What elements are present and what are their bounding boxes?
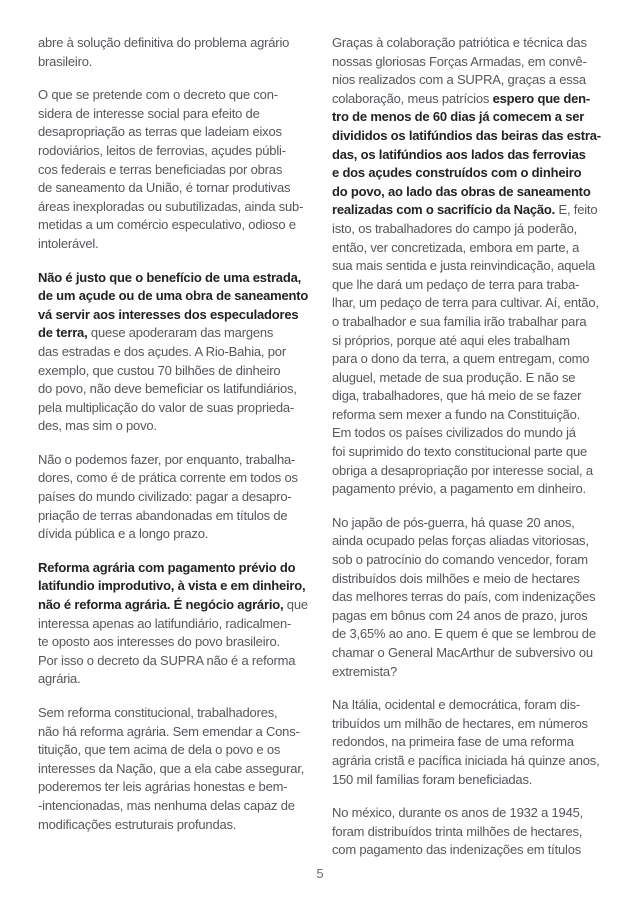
text-line [332,752,612,771]
text-line [332,350,612,369]
bold-text-run: e dos açudes construídos com o dinheiro [332,165,582,181]
text-line [38,723,310,742]
text-line [38,670,310,689]
text-line [38,53,310,72]
text-line [332,823,612,842]
text-run: des, mas sim o povo. [38,418,157,434]
text-run: ainda ocupado pelas forças aliadas vitoriosas, [332,533,589,549]
text-run: não há reforma agrária. Sem emendar a Cons- [38,723,300,739]
text-run: sob o patrocínio do comando vencedor, foram [332,552,588,568]
text-run: 150 mil famílias foram beneficiadas. [332,771,533,787]
text-line [38,778,310,797]
text-line [332,551,612,570]
text-line [332,127,612,146]
text-run: Por isso o decreto da SUPRA não é a reforma [38,652,296,668]
text-run: chamar o General MacArthur de subversivo ou [332,645,593,660]
text-line [38,488,310,507]
text-run: áreas inexploradas ou subutilizadas, ainda sub- [38,198,304,214]
text-run: com pagamento das indenizações em títulos [332,842,582,858]
text-line [38,741,310,760]
text-run: priação de terras abandonadas em títulos de [38,507,288,523]
text-line [38,86,310,105]
column-left [38,34,310,860]
text-line [38,633,310,652]
text-run: lhar, um pedaço de terra para cultivar. Aí, então, [332,295,599,311]
paragraph [332,804,612,860]
text-run: No japão de pós-guerra, há quase 20 anos, [332,514,575,530]
text-line [38,161,310,180]
text-run: cos federais e terras beneficiadas por obras [38,161,283,177]
text-line [332,607,612,626]
text-run: interessa apenas ao latifundiário, radicalmen- [38,615,292,631]
text-line [332,406,612,425]
text-run: nossas gloriosas Forças Armadas, em convê- [332,53,587,69]
text-run: rodoviários, leitos de ferrovias, açudes públi- [38,142,286,158]
text-run: Não o podemos fazer, por enquanto, trabalha- [38,451,296,467]
text-run: pela multiplicação do valor de suas proprieda- [38,399,295,415]
text-line [332,733,612,752]
paragraph [38,86,310,253]
text-line [38,816,310,835]
text-run: extremista? [332,663,397,679]
text-run: isto, os trabalhadores do campo já poderão, [332,220,578,236]
text-line [38,235,310,254]
text-run: das melhores terras do país, com indenizações [332,589,596,605]
text-run: foi suprimido do texto constitucional parte que [332,444,588,460]
page-number: 5 [316,866,324,881]
text-line [332,771,612,790]
paragraph [38,451,310,544]
bold-text-run: não é reforma agrária. É negócio agrário, [38,597,284,613]
text-run: exemplo, que custou 70 bilhões de dinheiro [38,362,281,378]
text-run: agrária. [38,671,81,687]
text-run: poderemos ter leis agrárias honestas e bem- [38,779,288,795]
text-run: No méxico, durante os anos de 1932 a 1945, [332,805,584,821]
bold-text-run: espero que den- [492,90,591,106]
text-run: aluguel, metade de sua produção. E não se [332,369,576,385]
text-line [38,596,310,615]
paragraph [332,34,612,499]
text-line [38,417,310,436]
text-line [332,369,612,388]
text-run: desapropriação as terras que ladeiam eixos [38,124,282,140]
bold-text-run: realizadas com o sacrifício da Nação. [332,202,556,218]
text-run: metidas a um comércio especulativo, odioso e [38,217,296,233]
text-line [38,34,310,53]
text-line [38,577,310,596]
text-line [332,443,612,462]
text-line [332,696,612,715]
text-run: interesses da Nação, que a ela cabe assegurar, [38,760,305,776]
text-line [38,105,310,124]
text-columns [38,34,612,860]
text-line [332,313,612,332]
text-run: sidera de interesse social para efeito de [38,105,260,121]
text-run: agrária cristã e pacífica iniciada há quinze anos, [332,752,600,768]
text-line [332,276,612,295]
text-run: nios realizados com a SUPRA, graças a essa [332,72,586,88]
text-run: tribuídos um milhão de hectares, em números [332,715,588,731]
bold-text-run: de terra, [38,325,88,341]
text-line [38,652,310,671]
text-run: -intencionadas, mas nenhuma delas capaz de [38,797,295,813]
text-line [38,525,310,544]
text-line [38,507,310,526]
text-line [332,71,612,90]
bold-text-run: tro de menos de 60 dias já comecem a ser [332,109,585,125]
text-line [38,179,310,198]
text-line [38,399,310,418]
text-line [332,663,612,682]
text-line [38,469,310,488]
text-line [332,90,612,109]
text-run: Na Itália, ocidental e democrática, foram dis- [332,697,581,713]
text-line [332,625,612,644]
text-run: colaboração, meus patrícios [332,90,493,106]
bold-text-run: Reforma agrária com pagamento prévio do [38,559,296,575]
text-run: foram distribuídos trinta milhões de hectares, [332,823,583,839]
text-line [332,220,612,239]
text-line [332,164,612,183]
text-line [38,380,310,399]
text-run: Graças à colaboração patriótica e técnica das [332,35,587,50]
bold-text-run: vá servir aos interesses dos especuladores [38,306,299,322]
text-run: de 3,65% ao ano. E quem é que se lembrou de [332,626,596,642]
text-run: que lhe dará um pedaço de terra para traba- [332,276,580,292]
text-line [38,306,310,325]
text-run: tituição, que tem acima de dela o povo e os [38,742,281,758]
text-run: para o dono da terra, a quem entregam, como [332,351,590,367]
text-line [332,257,612,276]
text-line [38,269,310,288]
text-line [38,287,310,306]
text-line [332,332,612,351]
text-line [38,615,310,634]
text-line [332,715,612,734]
text-line [38,123,310,142]
text-line [38,343,310,362]
text-line [332,532,612,551]
text-line [332,201,612,220]
paragraph [38,704,310,834]
text-run: então, ver concretizada, embora em parte, a [332,239,580,255]
text-run: diga, trabalhadores, que há meio de se fazer [332,388,582,404]
text-run: quese apoderaram das margens [87,325,274,341]
text-line [332,841,612,860]
bold-text-run: divididos os latifúndios das beiras das estra- [332,127,601,143]
text-run: distribuídos dois milhões e meio de hectares [332,570,580,586]
text-line [332,146,612,165]
text-line [332,644,612,663]
text-line [332,53,612,72]
paragraph [332,514,612,681]
bold-text-run: latifundio improdutivo, à vista e em dinheiro, [38,578,306,594]
text-line [38,216,310,235]
text-run: países do mundo civilizado: pagar a desapro- [38,489,292,505]
text-line [38,198,310,217]
text-line [38,797,310,816]
text-line [332,294,612,313]
text-run: brasileiro. [38,53,93,69]
text-run: que [283,597,308,613]
text-line [332,514,612,533]
text-run: Em todos os países civilizados do mundo já [332,425,576,441]
text-line [332,588,612,607]
text-line [332,424,612,443]
text-line [332,480,612,499]
bold-text-run: das, os latifúndios aos lados das ferrovias [332,146,586,162]
text-run: E, feito [555,202,598,218]
text-line [38,559,310,578]
text-line [38,324,310,343]
text-line [332,34,612,53]
paragraph [332,696,612,789]
text-run: te oposto aos interesses do povo brasileiro. [38,634,280,650]
text-line [332,108,612,127]
text-run: modificações estruturais profundas. [38,816,237,832]
text-run: O que se pretende com o decreto que con- [38,87,278,103]
text-run: reforma sem mexer a fundo na Constituição. [332,406,581,422]
text-run: redondos, na primeira fase de uma reforma [332,734,574,750]
text-line [38,760,310,779]
text-run: pagamento prévio, a pagamento em dinheiro. [332,481,586,497]
bold-text-run: de um açude ou de uma obra de saneamento [38,288,309,304]
text-run: abre à solução definitiva do problema agrário [38,35,290,50]
text-run: Sem reforma constitucional, trabalhadores, [38,705,278,720]
text-line [332,183,612,202]
text-line [332,804,612,823]
text-line [38,142,310,161]
text-run: intolerável. [38,235,99,251]
paragraph [38,559,310,689]
text-line [38,704,310,723]
bold-text-run: Não é justo que o benefício de uma estrada, [38,269,302,285]
text-line [332,570,612,589]
text-line [332,239,612,258]
text-run: do povo, não deve bemeficiar os latifundiários, [38,381,297,397]
text-run: si próprios, porque até aqui eles trabalham [332,332,570,348]
text-line [332,387,612,406]
text-run: o trabalhador e sua família irão trabalhar para [332,313,587,329]
text-line [38,362,310,381]
text-run: pagas em bônus com 24 anos de prazo, juros [332,607,588,623]
paragraph [38,269,310,436]
column-right [332,34,612,860]
text-line [332,462,612,481]
text-run: dores, como é de prática corrente em todos os [38,470,298,486]
text-line [38,451,310,470]
text-run: de saneamento da União, é tornar produtivas [38,180,291,196]
text-run: dívida pública e a longo prazo. [38,526,209,542]
text-run: sua mais sentida e justa reinvindicação, aquela [332,258,596,274]
paragraph [38,34,310,71]
text-run: das estradas e dos açudes. A Rio-Bahia, por [38,343,286,359]
bold-text-run: do povo, ao lado das obras de saneamento [332,183,591,199]
text-run: obriga a desapropriação por interesse social, a [332,462,593,478]
